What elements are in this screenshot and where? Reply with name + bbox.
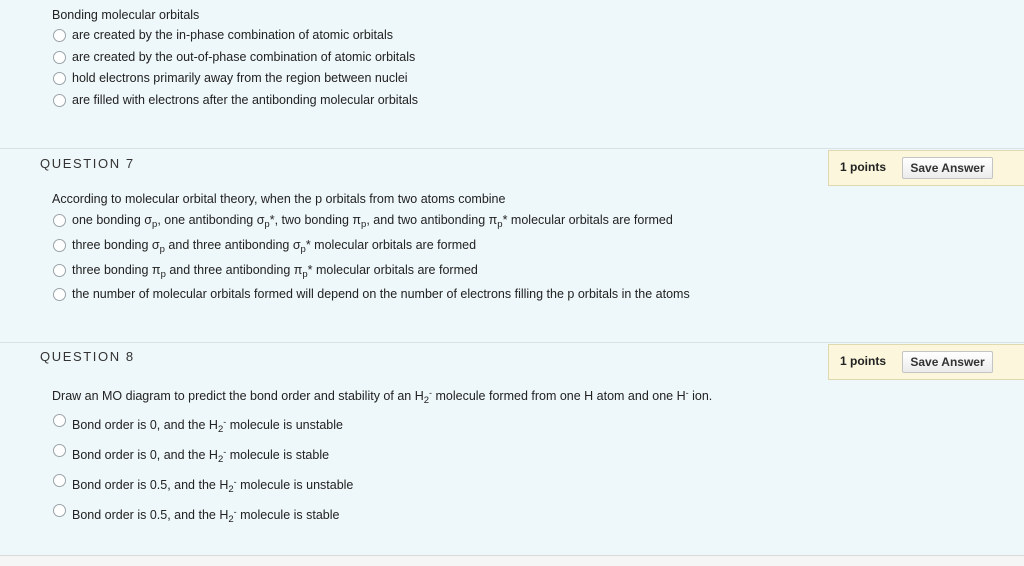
save-answer-button[interactable]: Save Answer	[902, 351, 993, 373]
answer-option[interactable]	[53, 446, 329, 464]
answer-label: three bonding $\sigma_p$ and three antibonding $\sigma_p*$ molecular orbitals are formed	[72, 238, 477, 255]
question-header: QUESTION 8	[40, 349, 135, 364]
question-prompt: According to molecular orbital theory, when the p orbitals from two atoms combine	[52, 192, 506, 206]
radio-button[interactable]	[53, 94, 66, 107]
question-header: QUESTION 7	[40, 156, 135, 171]
answer-label: are filled with electrons after the antibonding molecular orbitals	[72, 93, 419, 107]
answer-option[interactable]	[53, 91, 418, 109]
answer-option[interactable]	[53, 69, 408, 87]
radio-button[interactable]	[53, 29, 66, 42]
answer-label: Bond order is 0, and the $H_2^-$ molecule is unstable	[72, 417, 343, 435]
answer-option[interactable]	[53, 48, 415, 66]
radio-button[interactable]	[53, 288, 66, 301]
answer-option[interactable]	[53, 285, 690, 303]
points-label: 1 points	[840, 160, 887, 174]
radio-button[interactable]	[53, 72, 66, 85]
radio-button[interactable]	[53, 51, 66, 64]
question-8	[0, 342, 1024, 556]
answer-label: the number of molecular orbitals formed will depend on the number of electrons filling the p orbitals in the atoms	[72, 287, 690, 301]
answer-option[interactable]	[53, 26, 393, 44]
radio-button[interactable]	[53, 474, 66, 487]
question-prompt: Draw an MO diagram to predict the bond order and stability of an $H_2^-$ molecule formed from one H atom and one H- ion.	[52, 388, 713, 406]
answer-option[interactable]	[53, 236, 476, 254]
question-6	[0, 0, 1024, 148]
answer-option[interactable]	[53, 261, 478, 279]
answer-option[interactable]	[53, 506, 339, 524]
answer-label: are created by the in-phase combination of atomic orbitals	[72, 28, 394, 42]
points-panel	[828, 150, 1024, 186]
question-prompt: Bonding molecular orbitals	[52, 8, 200, 22]
page-footer-strip	[0, 555, 1024, 566]
points-panel	[828, 344, 1024, 380]
question-7	[0, 148, 1024, 342]
answer-option[interactable]	[53, 476, 353, 494]
radio-button[interactable]	[53, 444, 66, 457]
answer-label: Bond order is 0, and the $H_2^-$ molecule is stable	[72, 447, 330, 465]
radio-button[interactable]	[53, 239, 66, 252]
answer-label: Bond order is 0.5, and the $H_2^-$ molecule is unstable	[72, 477, 354, 495]
answer-label: Bond order is 0.5, and the $H_2^-$ molecule is stable	[72, 507, 340, 525]
answer-option[interactable]	[53, 211, 673, 229]
points-label: 1 points	[840, 354, 887, 368]
answer-label: hold electrons primarily away from the region between nuclei	[72, 71, 408, 85]
save-answer-button[interactable]: Save Answer	[902, 157, 993, 179]
radio-button[interactable]	[53, 504, 66, 517]
answer-option[interactable]	[53, 416, 343, 434]
answer-label: are created by the out-of-phase combination of atomic orbitals	[72, 50, 416, 64]
answer-label: three bonding $\pi_p$ and three antibonding $\pi_p*$ molecular orbitals are formed	[72, 263, 478, 280]
radio-button[interactable]	[53, 214, 66, 227]
radio-button[interactable]	[53, 264, 66, 277]
radio-button[interactable]	[53, 414, 66, 427]
answer-label: one bonding $\sigma_p$, one antibonding $\sigma_p*$, two bonding $\pi_p$, and two antibonding $\pi_p*$ molecular orbitals are formed	[72, 213, 673, 230]
